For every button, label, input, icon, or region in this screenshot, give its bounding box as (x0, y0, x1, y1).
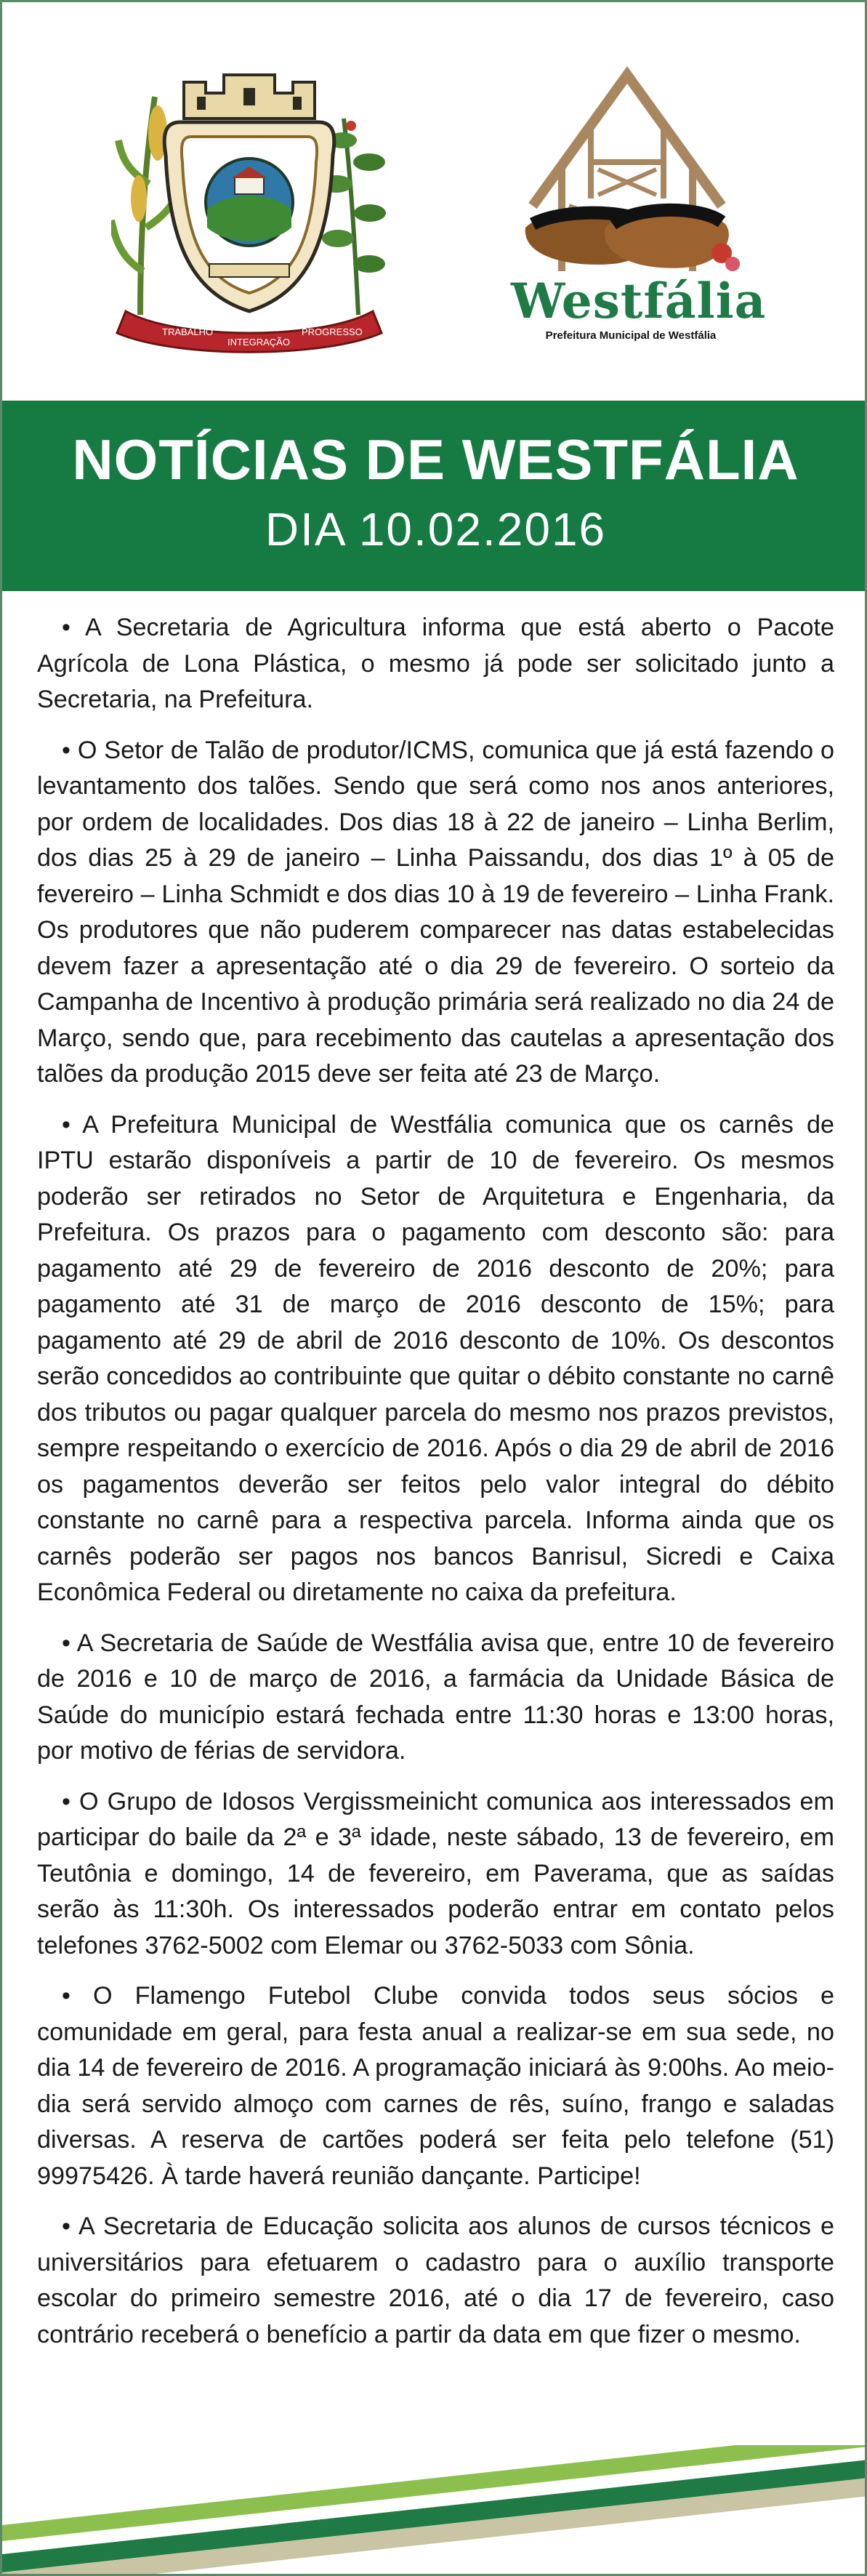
coat-of-arms (111, 53, 387, 358)
title-banner (2, 401, 867, 591)
motto-ribbon (117, 311, 382, 352)
shield-icon (164, 122, 334, 311)
brand-name: Westfália (511, 273, 767, 329)
brand-subtitle: Prefeitura Municipal de Westfália (545, 329, 717, 342)
footer-stripes (2, 2445, 867, 2576)
ribbon-word: TRABALHO (162, 326, 214, 337)
wooden-clogs-icon (525, 208, 740, 271)
ribbon-word: INTEGRAÇÃO (227, 337, 290, 348)
news-item: • A Secretaria de Saúde de Westfália avisa que, entre 10 de fevereiro de 2016 e 10 de março de 2016, a farmácia da Unidade Básica de Saúde do município estará fechada entre 11:30 horas e 13:00 horas, por motivo de férias de servidora. (37, 1629, 834, 1765)
issue-date: DIA 10.02.2016 (265, 503, 607, 555)
page-title: NOTÍCIAS DE WESTFÁLIA (72, 428, 799, 491)
logo-header (2, 2, 867, 395)
news-item: • O Grupo de Idosos Vergissmeinicht comunica aos interessados em participar do baile da 2ª e 3ª idade, neste sábado, 13 de fevereiro, em Teutônia e domingo, 14 de fevereiro, em Paverama, que as saídas serão às 11:30h. Os interessados poderão entrar em contato pelos telefones 3762-5002 com Elemar ou 3762-5033 com Sônia. (37, 1787, 834, 1959)
ribbon-word: PROGRESSO (302, 326, 363, 337)
news-item: • O Setor de Talão de produtor/ICMS, comunica que já está fazendo o levantamento dos talões. Sendo que será como nos anos anteriores, por ordem de localidades. Dos dias 18 à 22 de janeiro – Linha Berlim, dos dias 25 à 29 de janeiro – Linha Paissandu, dos dias 1º à 05 de fevereiro – Linha Schmidt e dos dias 10 à 19 de fevereiro – Linha Frank. Os produtores que não puderem comparecer nas datas estabelecidas devem fazer a apresentação até o dia 29 de fevereiro. O sorteio da Campanha de Incentivo à produção primária será realizado no dia 24 de Março, sendo que, para recebimento das cautelas a apresentação dos talões da produção 2015 deve ser feita até 23 de Março. (37, 736, 834, 1088)
mural-crown-icon (184, 75, 315, 119)
news-item: • A Secretaria de Educação solicita aos alunos de cursos técnicos e universitários para efetuarem o cadastro para o auxílio transporte escolar do primeiro semestre 2016, até o dia 17 de fevereiro, caso contrário receberá o benefício a partir da data em que fizer o mesmo. (37, 2212, 834, 2348)
news-item: • O Flamengo Futebol Clube convida todos seus sócios e comunidade em geral, para festa anual a realizar-se em sua sede, no dia 14 de fevereiro de 2016. A programação iniciará às 9:00hs. Ao meio-dia será servido almoço com carnes de rês, suíno, frango e saladas diversas. A reserva de cartões poderá ser feita pelo telefone (51) 99975426. À tarde haverá reunião dançante. Participe! (37, 1982, 834, 2190)
news-item: • A Prefeitura Municipal de Westfália comunica que os carnês de IPTU estarão disponíveis a partir de 10 de fevereiro. Os mesmos poderão ser retirados no Setor de Arquitetura e Engenharia, da Prefeitura. Os prazos para o pagamento com desconto são: para pagamento até 29 de fevereiro de 2016 desconto de 20%; para pagamento até 31 de março de 2016 desconto de 15%; para pagamento até 29 de abril de 2016 desconto de 10%. Os descontos serão concedidos ao contribuinte que quitar o débito constante no carnê dos tributos ou pagar qualquer parcela do mesmo nos prazos previstos, sempre respeitando o exercício de 2016. Após o dia 29 de abril de 2016 os pagamentos deverão ser feitos pelo valor integral do débito constante no carnê para a respectiva parcela. Informa ainda que os carnês poderão ser pagos nos bancos Banrisul, Sicredi e Caixa Econômica Federal ou diretamente no caixa da prefeitura. (37, 1110, 834, 1606)
news-list (37, 610, 834, 2367)
news-item: • A Secretaria de Agricultura informa que está aberto o Pacote Agrícola de Lona Plástica, o mesmo já pode ser solicitado junto a Secretaria, na Prefeitura. (37, 614, 834, 713)
